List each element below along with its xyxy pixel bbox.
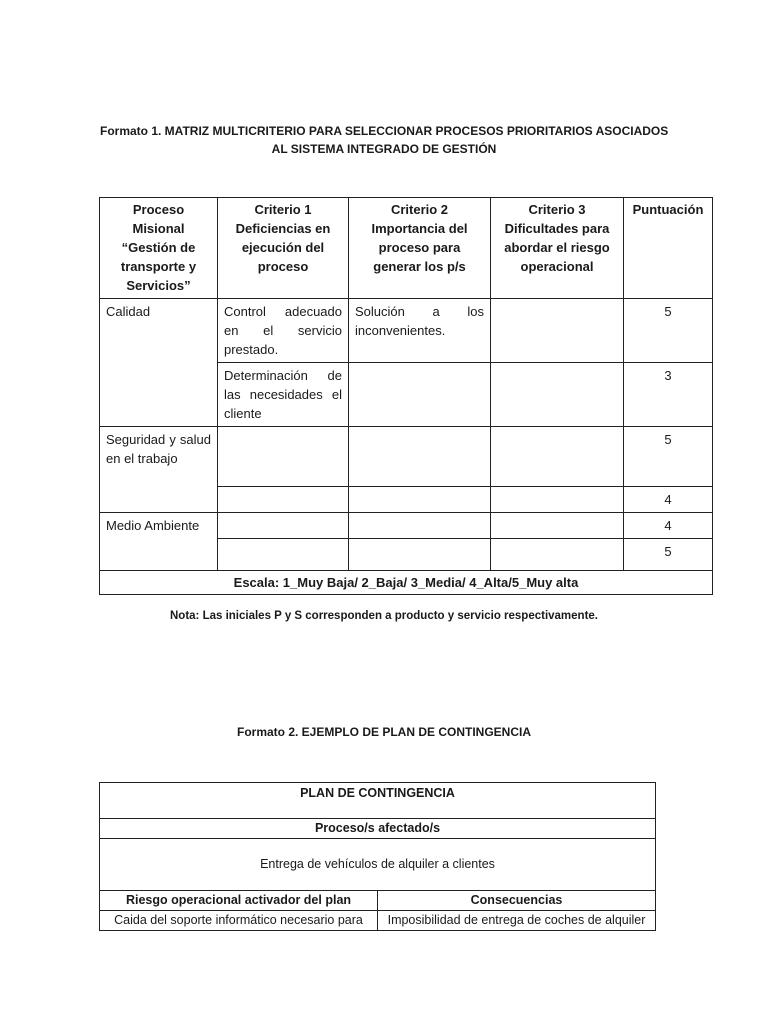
scale-row <box>100 571 713 595</box>
table-row <box>100 783 656 819</box>
consecuencias-label: Consecuencias <box>378 891 656 911</box>
contingency-plan-table <box>99 782 656 931</box>
cell-score: 5 <box>624 539 713 571</box>
cell-criterio2 <box>349 427 491 487</box>
cell-score: 3 <box>624 363 713 427</box>
cell-criterio2: Solución a los inconvenientes. <box>349 299 491 363</box>
cell-score: 5 <box>624 299 713 363</box>
cell-score: 5 <box>624 427 713 487</box>
cell-criterio3 <box>491 299 624 363</box>
format1-title-line2: AL SISTEMA INTEGRADO DE GESTIÓN <box>271 142 497 156</box>
plan-title: PLAN DE CONTINGENCIA <box>100 783 656 819</box>
table-row <box>100 299 713 363</box>
riesgo-label: Riesgo operacional activador del plan <box>100 891 378 911</box>
riesgo-value: Caida del soporte informático necesario para <box>100 911 378 931</box>
cell-criterio3 <box>491 363 624 427</box>
cell-criterio3 <box>491 513 624 539</box>
proceso-seguridad: Seguridad y salud en el trabajo <box>100 427 218 513</box>
cell-criterio2 <box>349 363 491 427</box>
cell-criterio2 <box>349 487 491 513</box>
scale-legend: Escala: 1_Muy Baja/ 2_Baja/ 3_Media/ 4_Alta/5_Muy alta <box>100 571 713 595</box>
cell-criterio3 <box>491 427 624 487</box>
table-row <box>100 839 656 891</box>
cell-criterio1 <box>218 513 349 539</box>
cell-criterio2 <box>349 539 491 571</box>
format1-title <box>100 122 668 158</box>
header-criterio1: Criterio 1 Deficiencias en ejecución del proceso <box>218 198 349 299</box>
cell-criterio1 <box>218 539 349 571</box>
procesos-value: Entrega de vehículos de alquiler a clientes <box>100 839 656 891</box>
cell-criterio1 <box>218 487 349 513</box>
header-puntuacion: Puntuación <box>624 198 713 299</box>
format2-title: Formato 2. EJEMPLO DE PLAN DE CONTINGENCIA <box>236 725 532 739</box>
consecuencias-value: Imposibilidad de entrega de coches de alquiler <box>378 911 656 931</box>
format1-title-line1: Formato 1. MATRIZ MULTICRITERIO PARA SELECCIONAR PROCESOS PRIORITARIOS ASOCIADOS <box>100 124 669 138</box>
cell-criterio1: Control adecuado en el servicio prestado. <box>218 299 349 363</box>
cell-score: 4 <box>624 487 713 513</box>
table-row <box>100 427 713 487</box>
table-row <box>100 819 656 839</box>
proceso-medio-ambiente: Medio Ambiente <box>100 513 218 571</box>
note-text: Nota: Las iniciales P y S corresponden a producto y servicio respectivamente. <box>170 610 598 622</box>
table-row <box>100 891 656 911</box>
matrix-header-row <box>100 198 713 299</box>
header-criterio2: Criterio 2 Importancia del proceso para generar los p/s <box>349 198 491 299</box>
cell-score: 4 <box>624 513 713 539</box>
header-criterio3: Criterio 3 Dificultades para abordar el riesgo operacional <box>491 198 624 299</box>
proceso-calidad: Calidad <box>100 299 218 427</box>
cell-criterio2 <box>349 513 491 539</box>
cell-criterio1 <box>218 427 349 487</box>
multicriteria-matrix <box>99 197 713 595</box>
table-row <box>100 513 713 539</box>
cell-criterio3 <box>491 539 624 571</box>
procesos-label: Proceso/s afectado/s <box>100 819 656 839</box>
header-proceso: Proceso Misional “Gestión de transporte y Servicios” <box>100 198 218 299</box>
cell-criterio3 <box>491 487 624 513</box>
table-row <box>100 911 656 931</box>
cell-criterio1: Determinación de las necesidades el cliente <box>218 363 349 427</box>
